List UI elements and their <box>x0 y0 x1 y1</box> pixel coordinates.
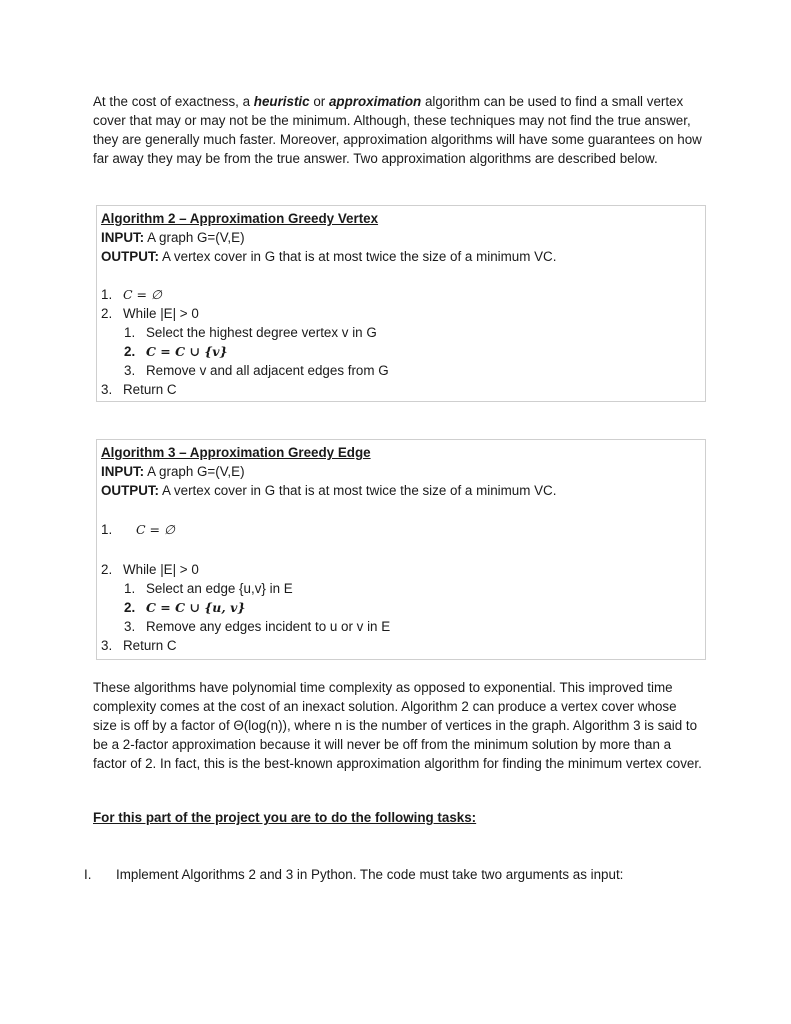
step-number: 2. <box>101 306 113 321</box>
algorithm-3-input <box>101 463 245 481</box>
input-text: A graph G=(V,E) <box>144 230 245 245</box>
intro-text-3: algorithm can be used to find a small vertex cover that may or may not be the minimum. Although, these techniques may not find the true answer, they are generally much faster. Moreover, approximation algorithms will have some guarantees on how far away they may be from the true answer. Two approximation algorithms are described below. <box>93 94 702 166</box>
step-math: C = ∅ <box>123 287 162 302</box>
task-item-1 <box>84 867 623 882</box>
step-text: While |E| > 0 <box>123 306 199 321</box>
step-text: Return C <box>123 638 177 653</box>
algorithm-3-step-2 <box>101 561 199 579</box>
algorithm-2-input <box>101 229 245 247</box>
step-number: 3. <box>101 638 113 653</box>
algorithm-3-step-1 <box>101 521 175 539</box>
task-text: Implement Algorithms 2 and 3 in Python. The code must take two arguments as input: <box>116 867 624 882</box>
intro-paragraph <box>93 93 703 169</box>
algorithm-3-step-2-1 <box>124 580 293 598</box>
step-number: 2. <box>124 600 136 615</box>
algorithm-3-output <box>101 482 556 500</box>
input-label: INPUT: <box>101 464 145 479</box>
algorithm-2-step-1 <box>101 286 162 304</box>
term-approximation: approximation <box>328 94 422 109</box>
step-text: Return C <box>123 382 177 397</box>
algorithm-3-step-2-3 <box>124 618 390 636</box>
input-text: A graph G=(V,E) <box>144 464 245 479</box>
step-text: Select an edge {u,v} in E <box>146 581 293 596</box>
term-heuristic: heuristic <box>253 94 310 109</box>
output-label: OUTPUT: <box>101 249 160 264</box>
tasks-heading: For this part of the project you are to do the following tasks: <box>93 810 477 825</box>
intro-text-2: or <box>309 94 329 109</box>
algorithm-2-title: Algorithm 2 – Approximation Greedy Vertex <box>101 211 379 226</box>
algorithm-2-box <box>96 205 706 402</box>
output-text: A vertex cover in G that is at most twice the size of a minimum VC. <box>159 249 557 264</box>
step-number: 1. <box>101 522 113 537</box>
output-text: A vertex cover in G that is at most twice the size of a minimum VC. <box>159 483 557 498</box>
step-number: 1. <box>124 325 136 340</box>
step-number: 3. <box>124 619 136 634</box>
algorithm-3-step-3 <box>101 637 177 655</box>
closing-paragraph: These algorithms have polynomial time complexity as opposed to exponential. This improved time complexity comes at the cost of an inexact solution. Algorithm 2 can produce a vertex cover whose size is off by a factor of Θ(log(n)), where n is the number of vertices in the graph. Algorithm 3 is said to be a 2-factor approximation because it will never be off from the minimum solution by more than a factor of 2. In fact, this is the best-known approximation algorithm for finding the minimum vertex cover. <box>93 680 702 771</box>
step-math: C = C ∪ {u, v} <box>146 600 246 615</box>
step-text: Select the highest degree vertex v in G <box>146 325 377 340</box>
step-math: C = ∅ <box>136 522 175 537</box>
step-math: C = C ∪ {v} <box>146 344 228 359</box>
task-numeral: I. <box>84 867 92 882</box>
output-label: OUTPUT: <box>101 483 160 498</box>
algorithm-3-step-2-2 <box>124 599 245 617</box>
step-number: 1. <box>124 581 136 596</box>
step-number: 3. <box>124 363 136 378</box>
input-label: INPUT: <box>101 230 145 245</box>
step-text: Remove any edges incident to u or v in E <box>146 619 391 634</box>
step-number: 2. <box>101 562 113 577</box>
step-number: 2. <box>124 344 136 359</box>
algorithm-2-step-2-1 <box>124 324 377 342</box>
algorithm-3-title: Algorithm 3 – Approximation Greedy Edge <box>101 445 371 460</box>
intro-text-1: At the cost of exactness, a <box>93 94 254 109</box>
algorithm-3-box <box>96 439 706 660</box>
algorithm-2-step-2-2 <box>124 343 228 361</box>
step-number: 1. <box>101 287 113 302</box>
step-text: Remove v and all adjacent edges from G <box>146 363 389 378</box>
algorithm-2-step-2-3 <box>124 362 389 380</box>
algorithm-2-step-2 <box>101 305 199 323</box>
algorithm-2-step-3 <box>101 381 177 399</box>
step-number: 3. <box>101 382 113 397</box>
algorithm-2-output <box>101 248 556 266</box>
step-text: While |E| > 0 <box>123 562 199 577</box>
